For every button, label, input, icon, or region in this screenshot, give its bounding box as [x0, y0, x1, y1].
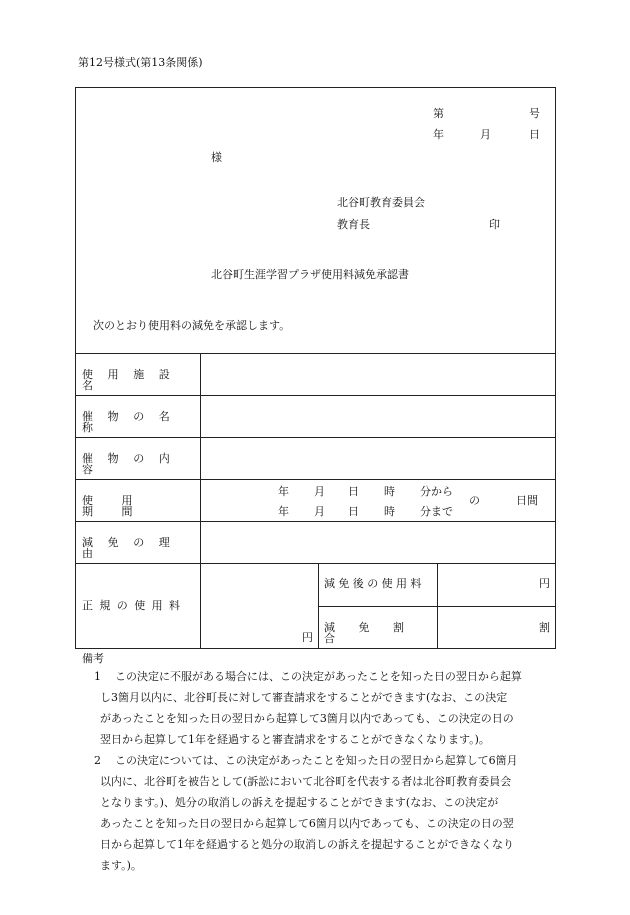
form-label: 第12号様式(第13条関係) [78, 56, 203, 69]
note-line: ます。)。 [100, 859, 142, 872]
row-divider [75, 563, 556, 564]
notes-heading: 備考 [82, 652, 104, 665]
note-line: あったことを知った日の翌日から起算して6箇月以内であっても、この決定の日の翌 [100, 817, 514, 830]
label-exemption-rate: 減免割合 [324, 621, 428, 645]
note-line: 翌日から起算して1年を経過すると審査請求をすることができなくなります。)。 [100, 733, 490, 746]
period-from-suffix: 分から [420, 485, 453, 498]
period-to-year: 年 [278, 505, 289, 518]
fee-column-divider [318, 563, 319, 649]
intro-text: 次のとおり使用料の減免を承認します。 [93, 319, 291, 332]
table-top-border [75, 353, 556, 354]
period-days: 日間 [516, 494, 538, 507]
date-day: 日 [529, 128, 540, 141]
document-title: 北谷町生涯学習プラザ使用料減免承認書 [211, 268, 409, 281]
note-line: があったことを知った日の翌日から起算して3箇月以内であっても、この決定の日の [100, 712, 514, 725]
label-facility-name: 使用施設名 [82, 368, 185, 392]
period-to-hour: 時 [384, 505, 395, 518]
number-suffix: 号 [529, 107, 540, 120]
row-divider [75, 437, 556, 438]
period-from-day: 日 [348, 485, 359, 498]
note-number: 2 [94, 754, 101, 767]
label-column-divider [200, 353, 201, 649]
row-divider [75, 479, 556, 480]
note-line: し3箇月以内に、北谷町長に対して審査請求をすることができます(なお、この決定 [100, 691, 508, 704]
label-regular-fee: 正規の使用料 [82, 599, 187, 612]
label-exemption-reason: 減免の理由 [82, 536, 185, 560]
number-prefix: 第 [433, 107, 444, 120]
period-to-day: 日 [348, 505, 359, 518]
addressee-suffix: 様 [211, 151, 222, 164]
row-divider [75, 521, 556, 522]
note-line: となります。)、処分の取消しの訴えを提起することができます(なお、この決定が [100, 796, 499, 809]
label-after-exemption-fee: 減免後の使用料 [324, 577, 425, 590]
note-line: この決定については、この決定があったことを知った日の翌日から起算して6箇月 [115, 754, 518, 767]
row-divider [75, 395, 556, 396]
date-year: 年 [433, 128, 444, 141]
period-from-year: 年 [278, 485, 289, 498]
after-exemption-unit: 円 [539, 577, 550, 590]
issuer-title: 教育長 [337, 218, 370, 231]
label-event-name: 催物の名称 [82, 410, 185, 434]
period-of: の [469, 494, 480, 507]
fee-value-divider [437, 563, 438, 649]
date-month: 月 [480, 128, 491, 141]
label-event-content: 催物の内容 [82, 452, 185, 476]
exemption-rate-unit: 割 [539, 621, 550, 634]
note-number: 1 [94, 670, 101, 683]
regular-fee-unit: 円 [302, 631, 313, 644]
note-line: この決定に不服がある場合には、この決定があったことを知った日の翌日から起算 [115, 670, 522, 683]
note-line: 以内に、北谷町を被告として(訴訟において北谷町を代表する者は北谷町教育委員会 [100, 775, 512, 788]
period-from-month: 月 [314, 485, 325, 498]
issuer-org: 北谷町教育委員会 [337, 196, 425, 209]
period-to-month: 月 [314, 505, 325, 518]
note-line: 日から起算して1年を経過すると処分の取消しの訴えを提起することができなくなり [100, 838, 514, 851]
label-usage-period: 使用期間 [82, 494, 161, 518]
period-from-hour: 時 [384, 485, 395, 498]
seal-mark: 印 [489, 218, 500, 231]
period-to-suffix: 分まで [420, 505, 453, 518]
